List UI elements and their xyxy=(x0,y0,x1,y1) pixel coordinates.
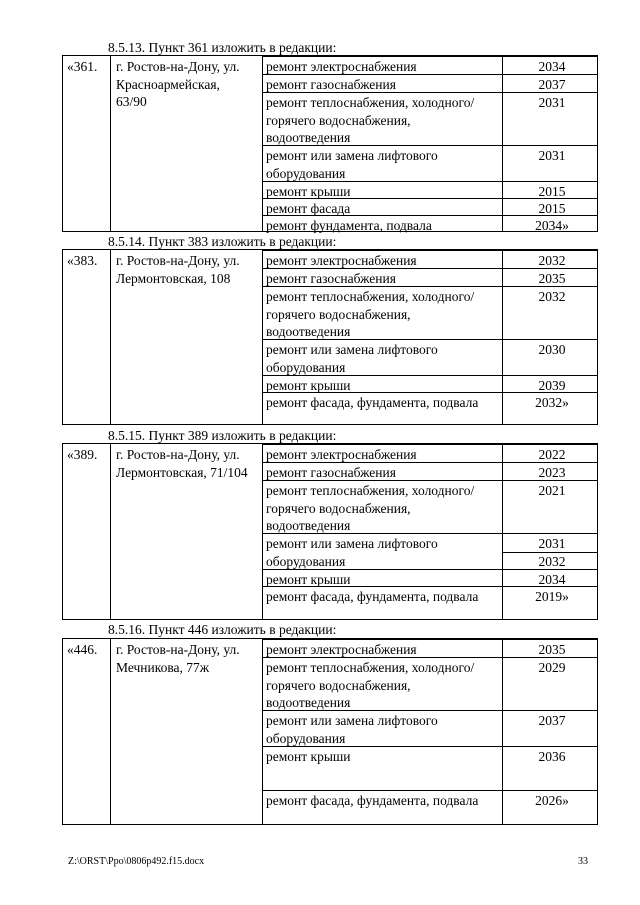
table-row xyxy=(262,657,597,711)
table-row xyxy=(262,790,597,827)
work-type: ремонт фасада, фундамента, подвала xyxy=(266,589,479,604)
year: 2031 xyxy=(538,95,566,110)
section-heading: 8.5.14. Пункт 383 изложить в редакции: xyxy=(108,234,337,249)
work-type: ремонт фасада xyxy=(266,201,351,216)
table-row xyxy=(262,375,597,393)
work-type: ремонт газоснабжения xyxy=(266,271,396,286)
year: 2015 xyxy=(538,201,566,216)
item-number: «446. xyxy=(67,642,98,657)
address: г. Ростов-на-Дону, ул. Красноармейская, 63/90 xyxy=(116,59,240,109)
table-row xyxy=(262,74,597,93)
year: 2032 xyxy=(538,289,566,304)
year: 2039 xyxy=(538,378,566,393)
work-type: ремонт или замена лифтового оборудования xyxy=(266,148,438,181)
section-heading: 8.5.15. Пункт 389 изложить в редакции: xyxy=(108,428,337,443)
table-row xyxy=(262,198,597,216)
table-row xyxy=(262,746,597,791)
table-row xyxy=(262,462,597,481)
item-number: «389. xyxy=(67,447,98,462)
work-type: ремонт или замена лифтового оборудования xyxy=(266,342,438,375)
work-type: ремонт теплоснабжения, холодного/горячего водоснабжения, водоотведения xyxy=(266,289,475,339)
work-type: ремонт теплоснабжения, холодного/горячего водоснабжения, водоотведения xyxy=(266,95,475,145)
table-row xyxy=(262,533,597,570)
year: 2035 xyxy=(538,642,566,657)
year: 2021 xyxy=(538,483,566,498)
table-row xyxy=(262,145,597,182)
table-row xyxy=(262,56,597,75)
year: 2031 xyxy=(538,148,566,163)
section-heading: 8.5.13. Пункт 361 изложить в редакции: xyxy=(108,40,337,55)
work-type: ремонт газоснабжения xyxy=(266,465,396,480)
table-row xyxy=(262,392,597,427)
work-type: ремонт теплоснабжения, холодного/горячего водоснабжения, водоотведения xyxy=(266,483,475,533)
work-type: ремонт крыши xyxy=(266,378,351,393)
year: 2032 xyxy=(538,554,566,569)
year: 2030 xyxy=(538,342,566,357)
work-type: ремонт газоснабжения xyxy=(266,77,396,92)
table-row xyxy=(262,339,597,376)
year: 2031 xyxy=(538,536,566,551)
table-row xyxy=(262,215,597,233)
work-type: ремонт крыши xyxy=(266,749,351,764)
work-type: ремонт крыши xyxy=(266,184,351,199)
address: г. Ростов-на-Дону, ул. Лермонтовская, 71/104 xyxy=(116,447,248,480)
work-type: ремонт крыши xyxy=(266,572,351,587)
year: 2015 xyxy=(538,184,566,199)
address: г. Ростов-на-Дону, ул. Мечникова, 77ж xyxy=(116,642,240,675)
file-path: Z:\ORST\Ppo\0806p492.f15.docx xyxy=(68,856,205,867)
work-type: ремонт фасада, фундамента, подвала xyxy=(266,395,479,410)
year: 2029 xyxy=(538,660,566,675)
item-number: «383. xyxy=(67,253,98,268)
year: 2034 xyxy=(538,572,566,587)
work-type: ремонт электроснабжения xyxy=(266,447,417,462)
table-row xyxy=(262,639,597,658)
year: 2037 xyxy=(538,77,566,92)
work-type: ремонт электроснабжения xyxy=(266,59,417,74)
repair-table xyxy=(62,443,598,620)
table-row xyxy=(262,586,597,622)
year: 2032» xyxy=(535,395,569,410)
year: 2026» xyxy=(535,793,569,808)
repair-table xyxy=(62,638,598,825)
address: г. Ростов-на-Дону, ул. Лермонтовская, 108 xyxy=(116,253,240,286)
table-row xyxy=(262,268,597,287)
work-type: ремонт электроснабжения xyxy=(266,253,417,268)
table-row xyxy=(262,710,597,747)
repair-table xyxy=(62,55,598,232)
table-row xyxy=(262,480,597,534)
year: 2034» xyxy=(535,218,569,233)
section-heading: 8.5.16. Пункт 446 изложить в редакции: xyxy=(108,622,337,637)
work-type: ремонт фасада, фундамента, подвала xyxy=(266,793,479,808)
year: 2037 xyxy=(538,713,566,728)
year: 2023 xyxy=(538,465,566,480)
page-number: 33 xyxy=(578,856,588,867)
year: 2019» xyxy=(535,589,569,604)
repair-table xyxy=(62,249,598,425)
year: 2035 xyxy=(538,271,566,286)
work-type: ремонт электроснабжения xyxy=(266,642,417,657)
table-row xyxy=(262,181,597,199)
table-row xyxy=(262,92,597,146)
work-type: ремонт или замена лифтового оборудования xyxy=(266,536,438,569)
year: 2032 xyxy=(538,253,566,268)
work-type: ремонт или замена лифтового оборудования xyxy=(266,713,438,746)
item-number: «361. xyxy=(67,59,98,74)
year: 2022 xyxy=(538,447,566,462)
work-type: ремонт теплоснабжения, холодного/горячего водоснабжения, водоотведения xyxy=(266,660,475,710)
year: 2036 xyxy=(538,749,566,764)
table-row xyxy=(262,250,597,269)
table-row xyxy=(262,444,597,463)
work-type: ремонт фундамента, подвала xyxy=(266,218,432,233)
year: 2034 xyxy=(538,59,566,74)
table-row xyxy=(262,569,597,587)
table-row xyxy=(262,286,597,340)
